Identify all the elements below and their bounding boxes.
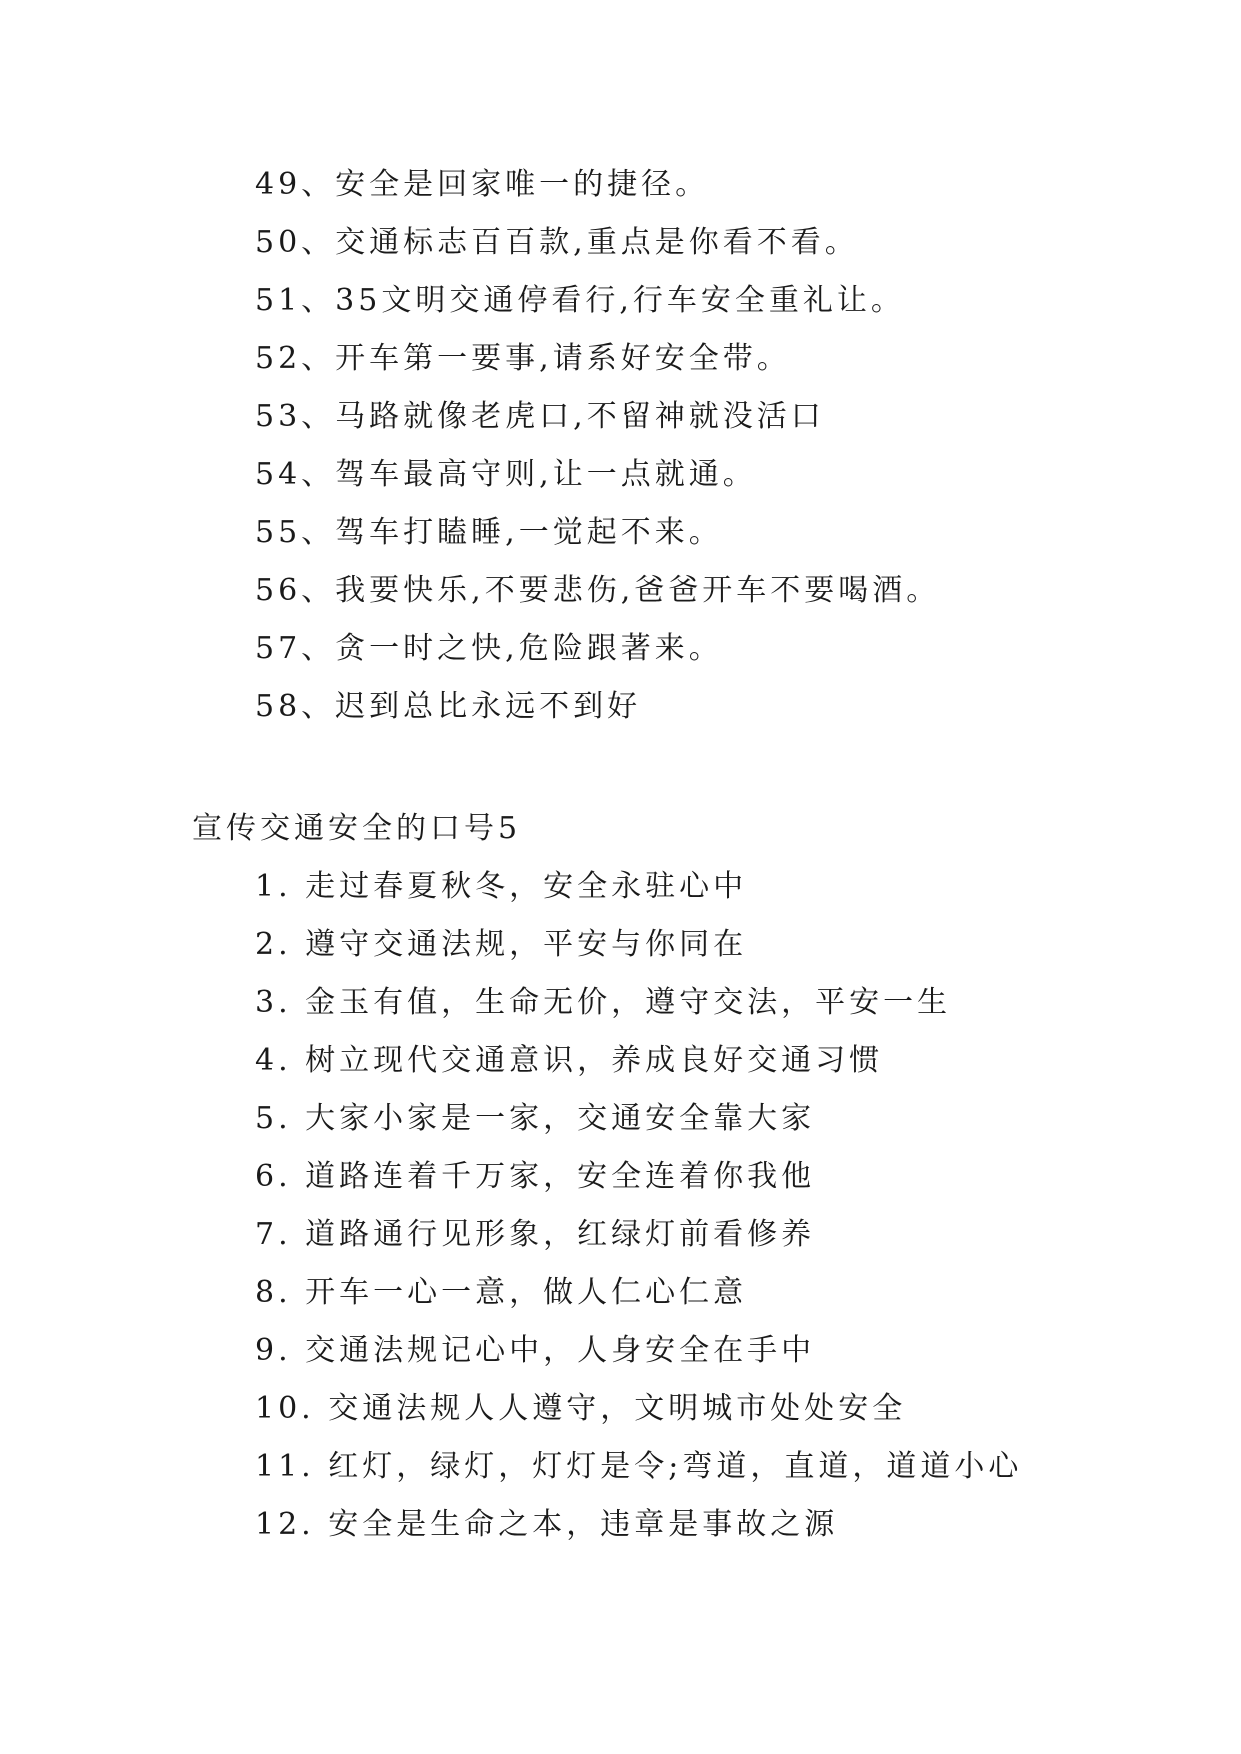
list-item: 10. 交通法规人人遵守，文明城市处处安全: [255, 1391, 907, 1426]
list-item: 4. 树立现代交通意识，养成良好交通习惯: [255, 1043, 884, 1078]
list-item: 7. 道路通行见形象，红绿灯前看修养: [255, 1217, 816, 1252]
slogan-list-5: [255, 858, 1022, 1554]
list-item: 3. 金玉有值，生命无价，遵守交法，平安一生: [255, 985, 952, 1020]
list-item: 12. 安全是生命之本，违章是事故之源: [255, 1507, 839, 1542]
list-item: 1. 走过春夏秋冬，安全永驻心中: [255, 869, 748, 904]
list-item: 55、驾车打瞌睡,一觉起不来。: [255, 515, 723, 550]
list-item: 9. 交通法规记心中，人身安全在手中: [255, 1333, 816, 1368]
list-item: 57、贪一时之快,危险跟著来。: [255, 631, 723, 666]
list-item: 11. 红灯，绿灯，灯灯是令;弯道，直道，道道小心: [255, 1449, 1023, 1484]
list-item: 2. 遵守交通法规，平安与你同在: [255, 927, 748, 962]
slogan-list-continued: [255, 156, 940, 736]
list-item: 6. 道路连着千万家，安全连着你我他: [255, 1159, 816, 1194]
list-item: 54、驾车最高守则,让一点就通。: [255, 457, 757, 492]
list-item: 49、安全是回家唯一的捷径。: [255, 167, 710, 202]
list-item: 5. 大家小家是一家，交通安全靠大家: [255, 1101, 816, 1136]
section-heading: 宣传交通安全的口号5: [192, 811, 522, 846]
list-item: 56、我要快乐,不要悲伤,爸爸开车不要喝酒。: [255, 573, 941, 608]
list-item: 50、交通标志百百款,重点是你看不看。: [255, 225, 859, 260]
list-item: 58、迟到总比永远不到好: [255, 689, 642, 724]
list-item: 8. 开车一心一意，做人仁心仁意: [255, 1275, 748, 1310]
list-item: 52、开车第一要事,请系好安全带。: [255, 341, 791, 376]
list-item: 51、35文明交通停看行,行车安全重礼让。: [255, 283, 905, 318]
list-item: 53、马路就像老虎口,不留神就没活口: [255, 399, 825, 434]
